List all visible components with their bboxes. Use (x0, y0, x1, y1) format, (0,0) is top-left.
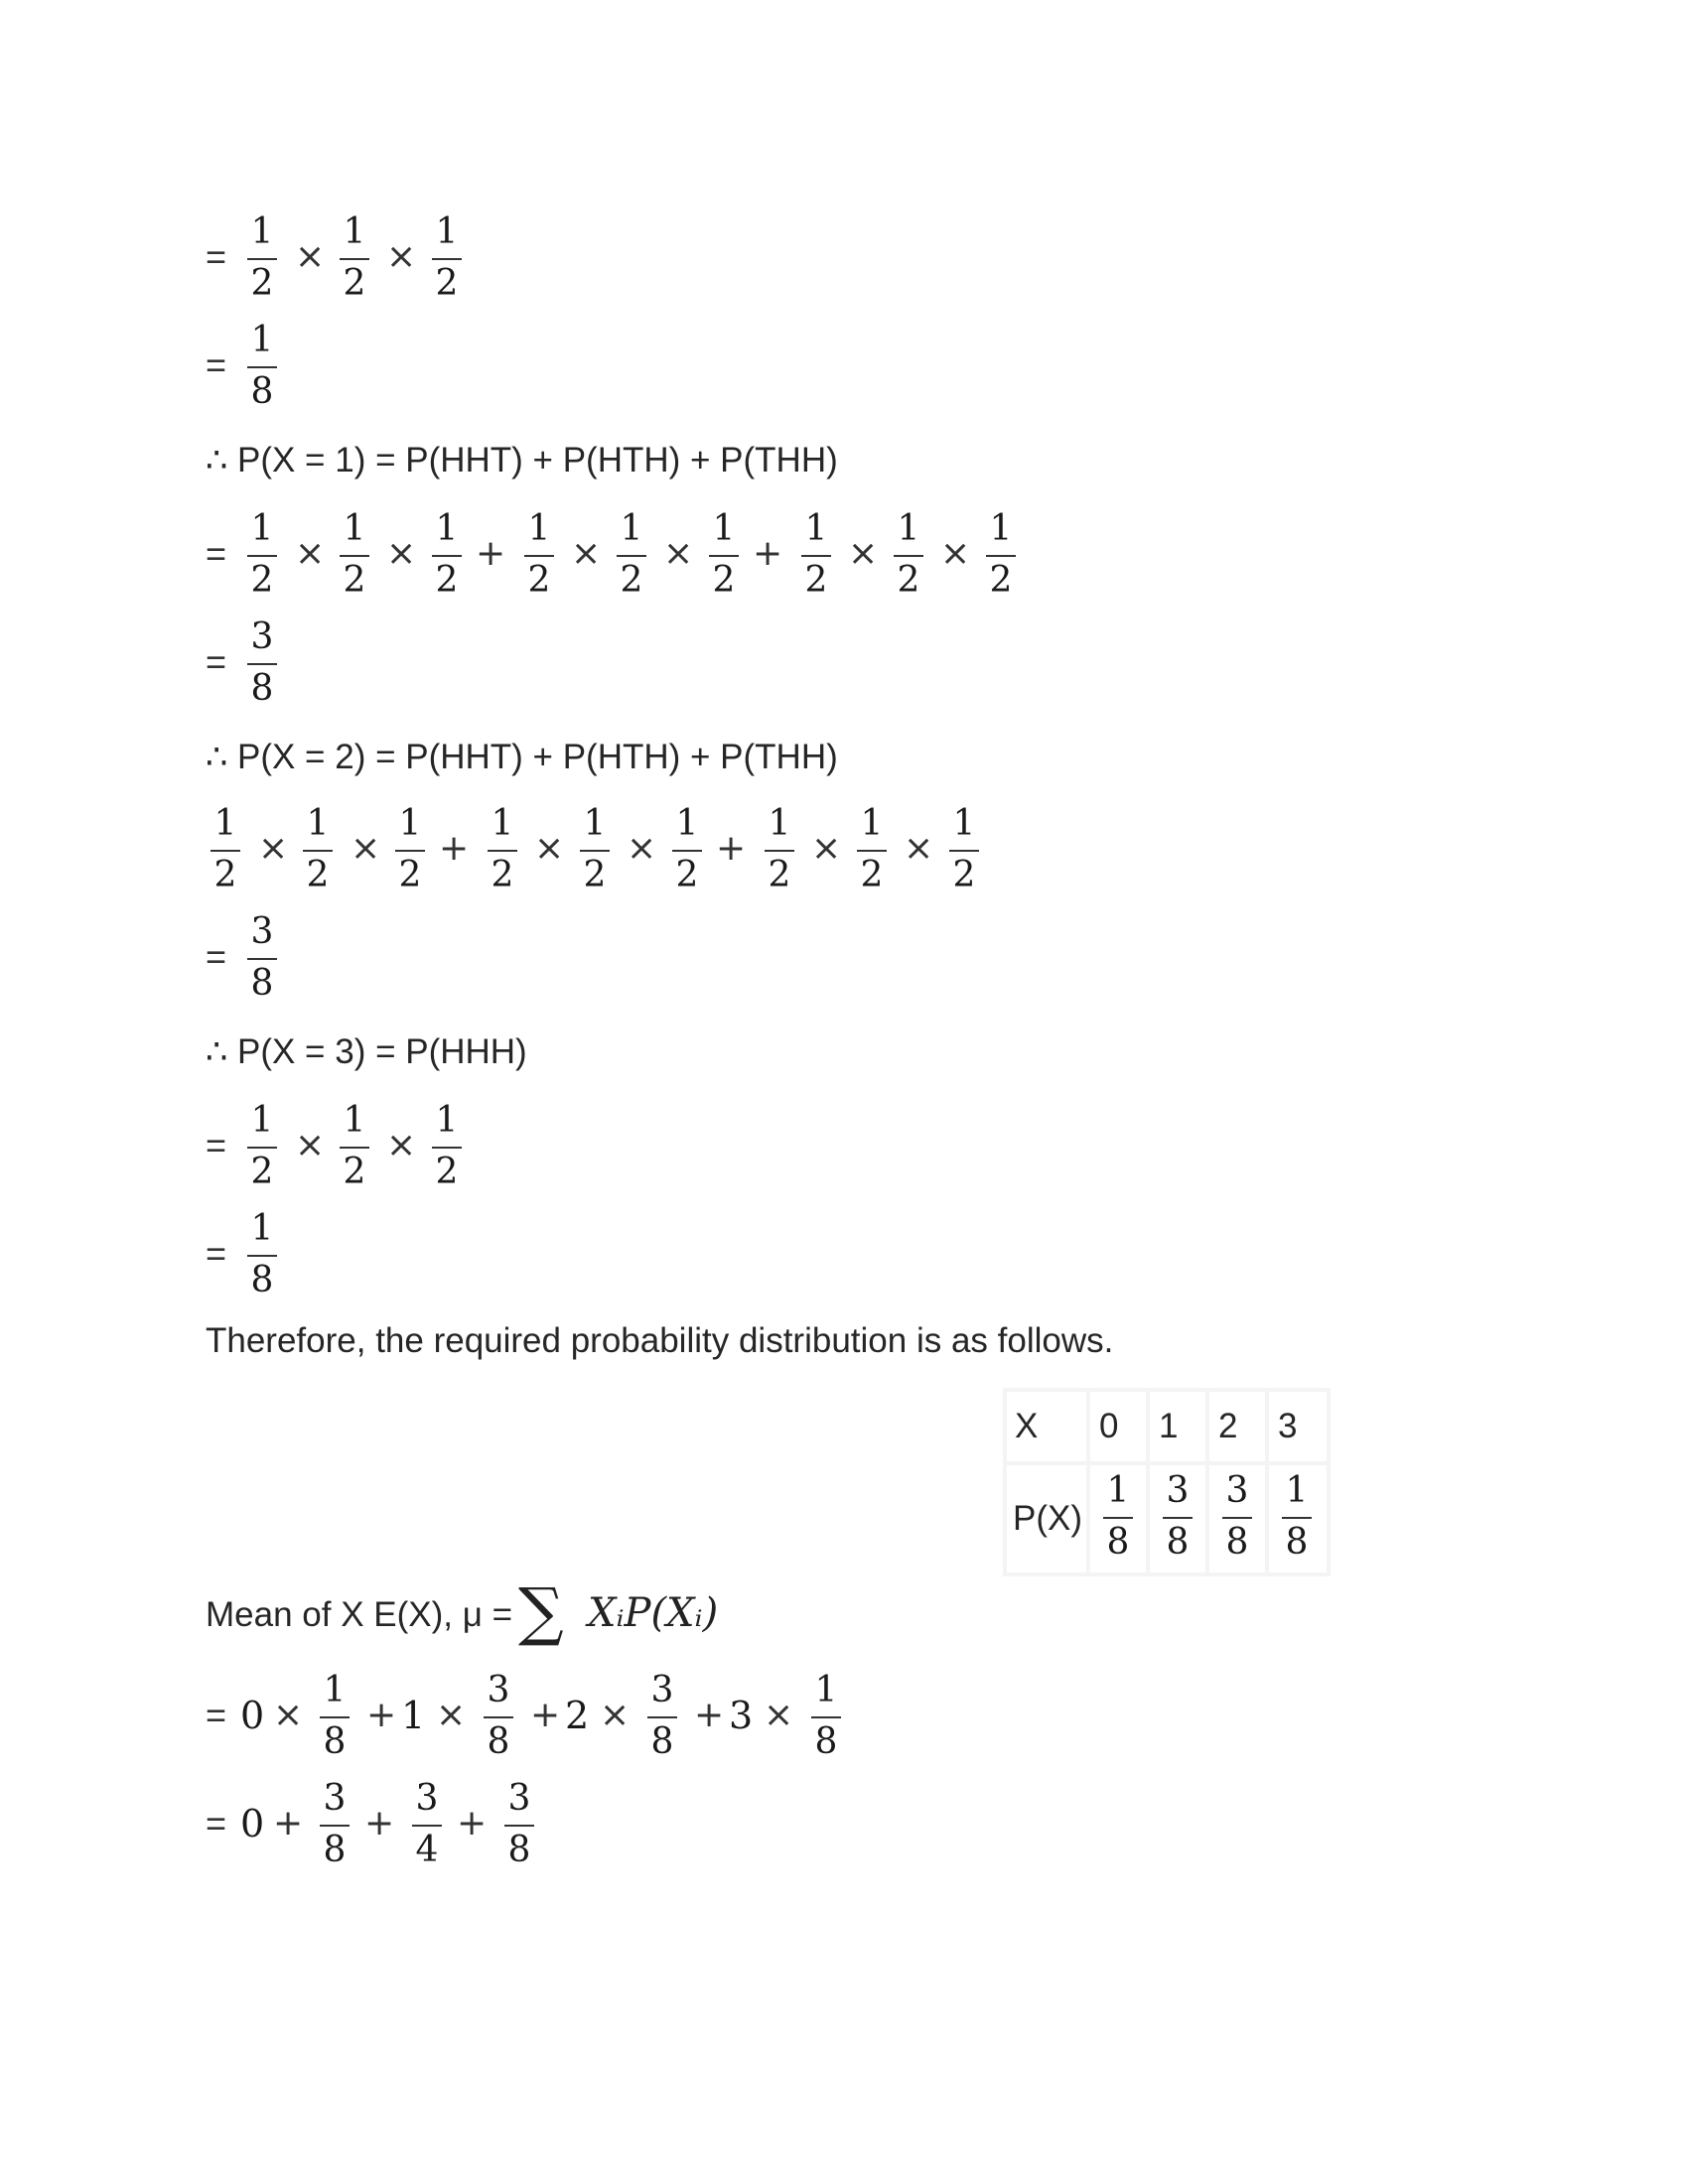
table-cell (1090, 1465, 1146, 1572)
x-value: 2 (1218, 1407, 1238, 1445)
equals-sign: = (206, 1803, 227, 1843)
fraction: 3 8 (315, 1779, 354, 1868)
times-sign: × (571, 533, 602, 574)
fraction: 1 2 (390, 804, 430, 893)
fraction: 1 2 (335, 1101, 374, 1190)
distribution-sentence: Therefore, the required probability distribution is as follows. (206, 1321, 1114, 1360)
table-cell (1209, 1465, 1265, 1572)
fraction: 3 8 (242, 912, 282, 1002)
times-sign: × (627, 828, 657, 869)
number: 1 (401, 1694, 426, 1737)
times-sign: × (534, 828, 565, 869)
fraction: 3 4 (407, 1779, 447, 1868)
table-cell (1269, 1465, 1327, 1572)
number: 2 (565, 1694, 590, 1737)
times-sign: × (258, 828, 289, 869)
mean-label: Mean of X E(X), μ = (206, 1595, 513, 1634)
plus-sign: + (273, 1803, 304, 1843)
fraction: 1 2 (242, 1101, 282, 1190)
equals-sign: = (206, 641, 227, 682)
fraction: 1 8 (315, 1671, 354, 1760)
fraction: 1 8 (806, 1671, 846, 1760)
times-sign: × (436, 1695, 467, 1735)
probability-fraction: 3 8 (1158, 1471, 1197, 1561)
times-sign: × (848, 533, 879, 574)
table-header-px: P(X) (1013, 1499, 1082, 1538)
number: 0 (240, 1802, 265, 1845)
table-cell (1150, 1392, 1205, 1461)
table-cell (1150, 1465, 1205, 1572)
fraction: 1 2 (483, 804, 522, 893)
fraction: 1 2 (298, 804, 338, 893)
x-value: 1 (1159, 1407, 1179, 1445)
fraction: 1 2 (612, 509, 651, 599)
fraction: 1 2 (242, 509, 282, 599)
fraction: 1 2 (427, 1101, 467, 1190)
fraction: 1 8 (242, 321, 282, 410)
plus-sign: + (530, 1695, 561, 1735)
mean-expression: XᵢP(Xᵢ) (588, 1590, 719, 1636)
equals-sign: = (206, 1125, 227, 1165)
fraction: 3 8 (642, 1671, 682, 1760)
equals-sign: = (206, 1233, 227, 1274)
number: 0 (240, 1694, 265, 1737)
probability-fraction: 1 8 (1277, 1471, 1317, 1561)
fraction: 1 2 (427, 212, 467, 302)
fraction: 1 2 (427, 509, 467, 599)
fraction: 1 2 (889, 509, 928, 599)
fraction: 1 8 (242, 1209, 282, 1298)
fraction: 1 2 (519, 509, 559, 599)
x-value: 3 (1278, 1407, 1298, 1445)
fraction: 1 2 (704, 509, 744, 599)
equals-sign: = (206, 533, 227, 574)
fraction: 1 2 (335, 509, 374, 599)
equals-sign: = (206, 1695, 227, 1735)
equals-sign: = (206, 936, 227, 977)
times-sign: × (663, 533, 694, 574)
probability-statement-x1: ∴ P(X = 1) = P(HHT) + P(HTH) + P(THH) (206, 441, 838, 479)
times-sign: × (295, 1125, 326, 1165)
plus-sign: + (366, 1695, 397, 1735)
table-cell (1007, 1465, 1086, 1572)
times-sign: × (904, 828, 934, 869)
times-sign: × (600, 1695, 631, 1735)
fraction: 1 2 (760, 804, 799, 893)
fraction: 3 8 (499, 1779, 539, 1868)
plus-sign: + (364, 1803, 395, 1843)
probability-fraction: 1 8 (1098, 1471, 1138, 1561)
fraction: 1 2 (242, 212, 282, 302)
equals-sign: = (206, 344, 227, 385)
times-sign: × (295, 533, 326, 574)
plus-sign: + (753, 533, 783, 574)
times-sign: × (386, 1125, 417, 1165)
probability-distribution-table (1003, 1388, 1331, 1576)
plus-sign: + (457, 1803, 488, 1843)
plus-sign: + (716, 828, 747, 869)
summation-sign: ∑ (518, 1575, 564, 1649)
plus-sign: + (694, 1695, 725, 1735)
fraction: 1 2 (335, 212, 374, 302)
fraction: 1 2 (575, 804, 615, 893)
number: 3 (729, 1694, 754, 1737)
times-sign: × (295, 236, 326, 277)
table-cell (1209, 1392, 1265, 1461)
times-sign: × (764, 1695, 794, 1735)
fraction: 1 2 (944, 804, 984, 893)
times-sign: × (386, 533, 417, 574)
fraction: 3 8 (479, 1671, 518, 1760)
fraction: 1 2 (981, 509, 1021, 599)
fraction: 1 2 (852, 804, 892, 893)
table-header-x: X (1015, 1407, 1039, 1445)
fraction: 3 8 (242, 617, 282, 707)
fraction: 1 2 (206, 804, 245, 893)
table-cell (1269, 1392, 1327, 1461)
table-cell (1007, 1392, 1086, 1461)
fraction: 1 2 (796, 509, 836, 599)
times-sign: × (811, 828, 842, 869)
times-sign: × (351, 828, 381, 869)
probability-fraction: 3 8 (1217, 1471, 1257, 1561)
table-cell (1090, 1392, 1146, 1461)
equals-sign: = (206, 236, 227, 277)
x-value: 0 (1099, 1407, 1119, 1445)
plus-sign: + (476, 533, 506, 574)
fraction: 1 2 (667, 804, 707, 893)
probability-statement-x2: ∴ P(X = 2) = P(HHT) + P(HTH) + P(THH) (206, 738, 838, 776)
probability-statement-x3: ∴ P(X = 3) = P(HHH) (206, 1032, 527, 1071)
times-sign: × (386, 236, 417, 277)
plus-sign: + (439, 828, 470, 869)
times-sign: × (273, 1695, 304, 1735)
times-sign: × (940, 533, 971, 574)
